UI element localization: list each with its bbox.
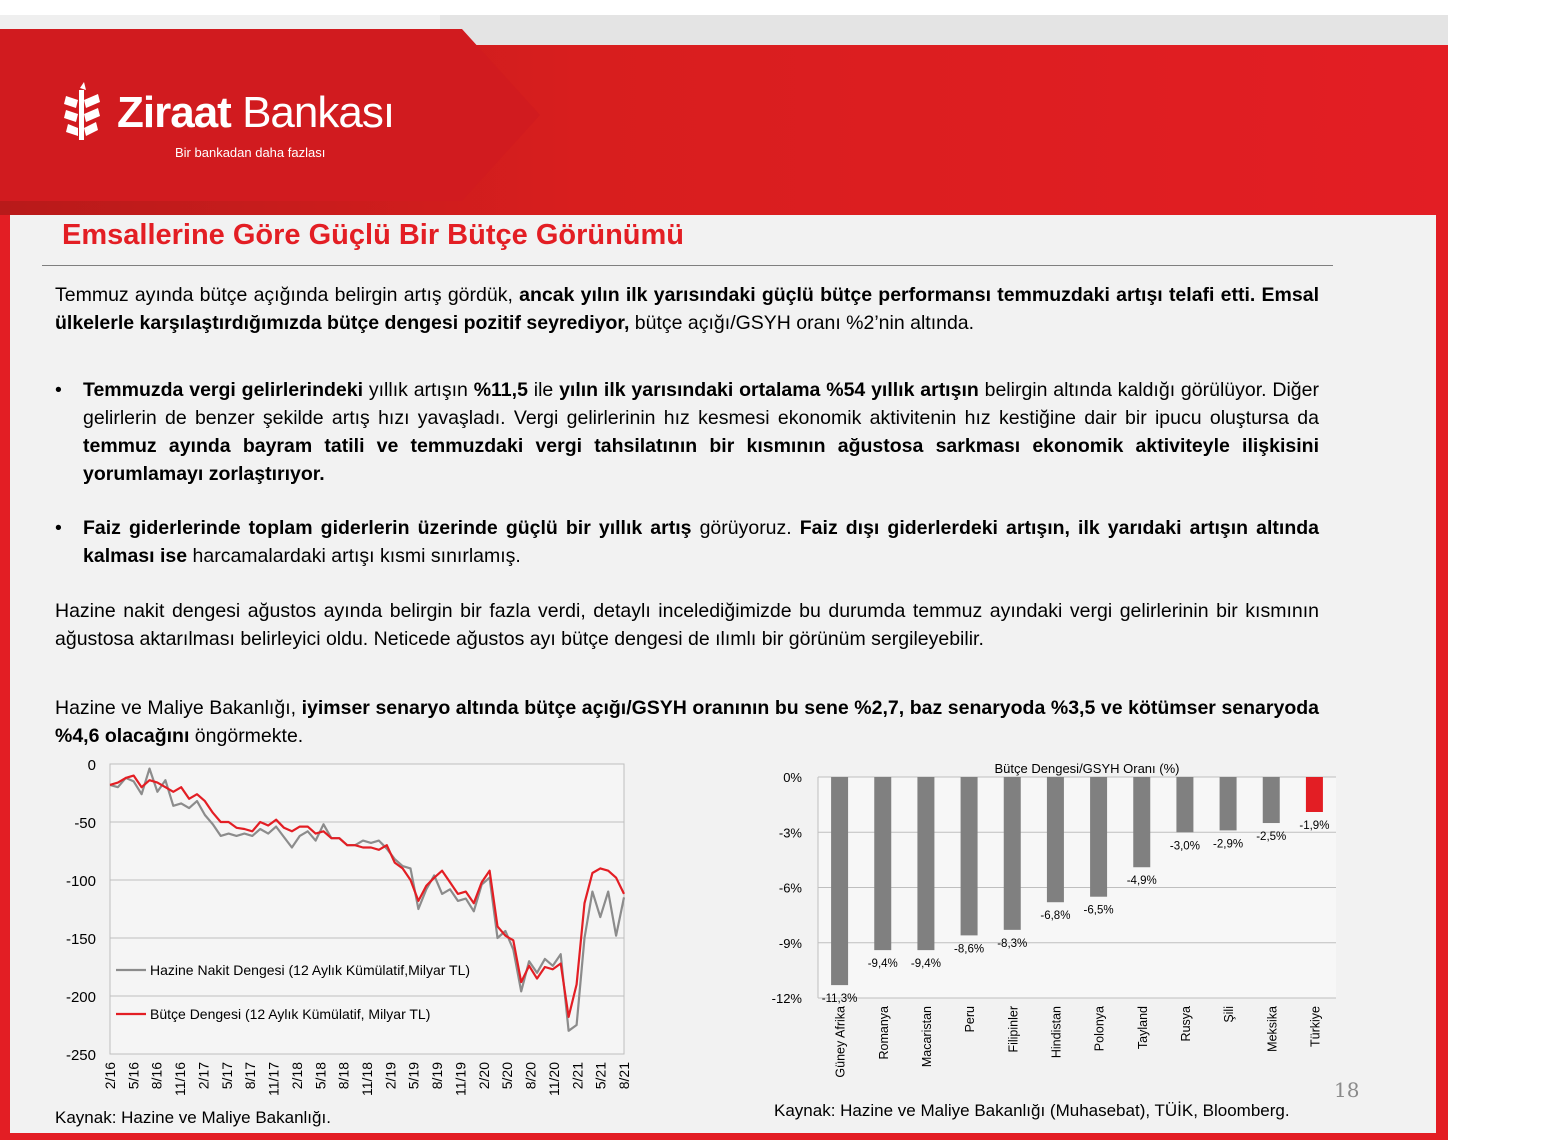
left-frame-bar xyxy=(0,215,10,1140)
x-tick-label: 2/19 xyxy=(382,1062,399,1090)
bullet2-bold-1: Faiz giderlerinde toplam giderlerin üzerinde güçlü bir yıllık artış xyxy=(83,517,692,539)
brand-name-light: Bankası xyxy=(242,88,395,137)
category-label: Güney Afrika xyxy=(833,1006,848,1078)
category-label: Rusya xyxy=(1178,1006,1193,1042)
chart-title: Bütçe Dengesi/GSYH Oranı (%) xyxy=(994,761,1180,776)
bottom-frame-bar xyxy=(0,1133,1448,1140)
x-tick-label: 11/20 xyxy=(545,1062,562,1096)
data-label: -9,4% xyxy=(867,958,898,971)
data-label: -8,6% xyxy=(954,943,985,956)
bullet1-bold-1: Temmuzda vergi gelirlerindeki xyxy=(83,379,364,401)
bullet1-bold-4: temmuz ayında bayram tatili ve temmuzdaki vergi tahsilatının bir kısmının ağustosa sarkması ekonomik aktiviteyle ilişkisini yorumlamayı zorlaştırıyor. xyxy=(83,435,1319,485)
x-tick-label: 5/16 xyxy=(125,1062,142,1090)
y-tick-label: -3% xyxy=(778,825,802,841)
source-right: Kaynak: Hazine ve Maliye Bakanlığı (Muhasebat), TÜİK, Bloomberg. xyxy=(774,1101,1290,1120)
x-tick-label: 8/18 xyxy=(335,1062,352,1090)
data-label: -11,3% xyxy=(821,993,858,1006)
bullet-dot: • xyxy=(55,379,62,401)
y-tick-label: 0 xyxy=(87,757,96,774)
page-number: 18 xyxy=(1334,1078,1360,1102)
data-label: -2,9% xyxy=(1213,838,1244,851)
y-tick-label: -12% xyxy=(771,991,802,1006)
category-label: Tayland xyxy=(1135,1006,1150,1050)
category-label: Peru xyxy=(963,1006,978,1033)
category-label: Macaristan xyxy=(919,1006,934,1068)
data-label: -4,9% xyxy=(1126,875,1157,888)
category-label: Türkiye xyxy=(1308,1006,1323,1047)
y-tick-label: -50 xyxy=(74,815,96,832)
bar xyxy=(1220,777,1237,830)
bar xyxy=(874,777,891,950)
x-tick-label: 5/17 xyxy=(218,1062,235,1090)
para4-bold-1: iyimser senaryo altında bütçe açığı/GSYH oranının bu sene %2,7, baz senaryoda %3,5 ve kötümser senaryoda %4,6 olacağını xyxy=(55,697,1319,747)
category-label: Şili xyxy=(1222,1006,1237,1023)
bullet2-text-2: harcamalardaki artışı kısmi sınırlamış. xyxy=(187,545,521,567)
intro-text-2: bütçe açığı/GSYH oranı %2’nin altında. xyxy=(629,312,975,334)
bar xyxy=(1133,777,1150,867)
x-tick-label: 5/19 xyxy=(405,1062,422,1090)
intro-paragraph xyxy=(55,281,1319,337)
category-label: Polonya xyxy=(1092,1006,1107,1052)
y-tick-label: -6% xyxy=(778,880,802,896)
bullet-2 xyxy=(55,514,1319,570)
bullet2-bold-2: Faiz dışı giderlerdeki artışın, ilk yarıdaki artışın altında kalması ise xyxy=(83,517,1319,567)
bullet-1 xyxy=(55,376,1319,488)
x-tick-label: 11/16 xyxy=(172,1062,189,1096)
bar xyxy=(961,777,978,935)
x-tick-label: 2/20 xyxy=(475,1062,492,1090)
bar xyxy=(1306,777,1323,812)
title-divider xyxy=(42,265,1333,266)
data-label: -3,0% xyxy=(1169,840,1200,853)
brand-name-bold: Ziraat xyxy=(117,88,231,137)
source-left: Kaynak: Hazine ve Maliye Bakanlığı. xyxy=(55,1108,331,1127)
bar xyxy=(1047,777,1064,902)
x-tick-label: 2/16 xyxy=(102,1062,118,1090)
x-tick-label: 11/19 xyxy=(452,1062,469,1096)
x-tick-label: 8/19 xyxy=(429,1062,446,1090)
legend-label: Bütçe Dengesi (12 Aylık Kümülatif, Milyar TL) xyxy=(150,1006,431,1022)
bullet1-bold-2: %11,5 xyxy=(473,379,528,401)
x-tick-label: 5/21 xyxy=(592,1062,609,1090)
bullet1-text-2: ile xyxy=(527,379,560,401)
bullet1-bold-3: yılın ilk yarısındaki ortalama %54 yıllık artışın xyxy=(559,379,979,401)
x-tick-label: 5/20 xyxy=(499,1062,516,1090)
bar xyxy=(1090,777,1107,897)
x-tick-label: 8/16 xyxy=(148,1062,165,1090)
bullet1-text-3: belirgin altında kaldığı görülüyor. Diğer gelirlerin de benzer şekilde artış hızı yavaşladı. Vergi gelirlerinin hız kesmesi ekonomik aktivitenin hız kestiğine dair bir ipucu oluştursa da xyxy=(83,379,1319,429)
y-tick-label: -200 xyxy=(65,989,96,1006)
bar xyxy=(831,777,848,985)
brand-tagline: Bir bankadan daha fazlası xyxy=(175,145,326,160)
header-light-strip xyxy=(440,15,1448,45)
x-tick-label: 11/18 xyxy=(359,1062,375,1096)
x-tick-label: 2/21 xyxy=(569,1062,586,1090)
bullet1-text-1: yıllık artışın xyxy=(363,379,474,401)
para4-text-1: Hazine ve Maliye Bakanlığı, xyxy=(55,697,302,719)
x-tick-label: 2/18 xyxy=(288,1062,305,1090)
paragraph-4 xyxy=(55,694,1319,750)
y-tick-label: -100 xyxy=(65,873,96,890)
intro-bold-1: ancak yılın ilk yarısındaki güçlü bütçe performansı temmuzdaki artışı telafi etti. Emsal ülkelerle karşılaştırdığımızda bütçe dengesi pozitif seyrediyor, xyxy=(55,284,1320,334)
x-tick-label: 5/18 xyxy=(312,1062,329,1090)
bullet-dot: • xyxy=(55,517,62,539)
bar xyxy=(1004,777,1021,930)
data-label: -6,8% xyxy=(1040,910,1071,923)
x-tick-label: 8/21 xyxy=(616,1062,632,1090)
brand-wordmark xyxy=(117,88,394,138)
bar-chart xyxy=(760,752,1350,1102)
right-frame-bar xyxy=(1436,201,1448,1140)
category-label: Meksika xyxy=(1265,1006,1280,1052)
bar xyxy=(917,777,934,950)
paragraph-3: Hazine nakit dengesi ağustos ayında belirgin bir fazla verdi, detaylı incelediğimizde bu durumda temmuz ayındaki vergi gelirlerinin bir kısmının ağustosa aktarılması belirleyici oldu. Neticede ağustos ayı bütçe dengesi de ılımlı bir görünüm sergileyebilir. xyxy=(55,600,1319,650)
page-title: Emsallerine Göre Güçlü Bir Bütçe Görünümü xyxy=(62,219,685,251)
x-tick-label: 2/17 xyxy=(195,1062,212,1090)
category-label: Romanya xyxy=(876,1006,891,1060)
x-tick-label: 8/17 xyxy=(242,1062,259,1090)
data-label: -8,3% xyxy=(997,937,1028,950)
y-tick-label: -250 xyxy=(65,1047,96,1064)
legend-label: Hazine Nakit Dengesi (12 Aylık Kümülatif,Milyar TL) xyxy=(150,962,471,978)
intro-text-1: Temmuz ayında bütçe açığında belirgin artış gördük, xyxy=(55,284,520,306)
category-label: Hindistan xyxy=(1049,1006,1064,1059)
data-label: -9,4% xyxy=(910,958,941,971)
y-tick-label: 0% xyxy=(783,770,802,785)
data-label: -1,9% xyxy=(1299,819,1330,832)
y-tick-label: -150 xyxy=(65,931,96,948)
bar xyxy=(1176,777,1193,832)
data-label: -2,5% xyxy=(1256,831,1287,844)
para4-text-2: öngörmekte. xyxy=(189,725,304,747)
bar xyxy=(1263,777,1280,823)
wheat-icon xyxy=(60,82,104,142)
data-label: -6,5% xyxy=(1083,904,1114,917)
x-tick-label: 8/20 xyxy=(522,1062,539,1090)
y-tick-label: -9% xyxy=(778,935,802,951)
line-chart xyxy=(40,752,640,1102)
bullet2-text-1: görüyoruz. xyxy=(691,517,800,539)
category-label: Filipinler xyxy=(1006,1006,1021,1053)
x-tick-label: 11/17 xyxy=(265,1062,282,1096)
